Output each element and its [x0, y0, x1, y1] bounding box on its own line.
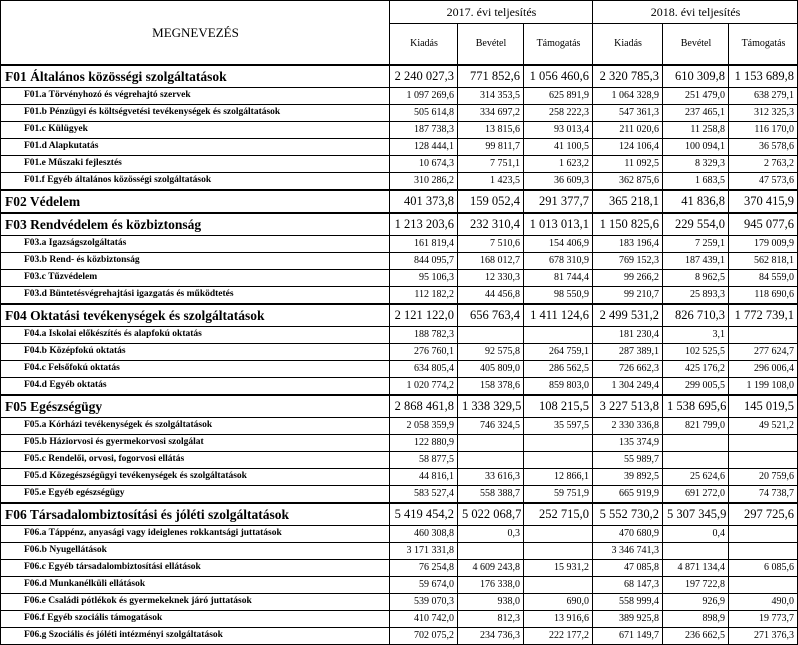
value-cell: 116 170,0 — [729, 122, 798, 139]
category-row — [1, 190, 798, 213]
value-cell — [729, 452, 798, 469]
value-cell: 1 338 329,5 — [458, 395, 524, 418]
subcategory-row — [1, 236, 798, 253]
value-cell: 405 809,0 — [458, 361, 524, 378]
row-label: F04.d Egyéb oktatás — [1, 378, 390, 396]
value-cell: 108 215,5 — [524, 395, 593, 418]
subcategory-row — [1, 105, 798, 122]
value-cell: 251 479,0 — [663, 88, 729, 105]
value-cell: 297 725,6 — [729, 503, 798, 526]
value-cell: 702 075,2 — [390, 628, 458, 645]
value-cell: 74 738,7 — [729, 486, 798, 504]
value-cell: 68 147,3 — [593, 577, 663, 594]
value-cell: 99 210,7 — [593, 287, 663, 305]
value-cell: 39 892,5 — [593, 469, 663, 486]
value-cell: 222 177,2 — [524, 628, 593, 645]
subcategory-row — [1, 139, 798, 156]
value-cell: 821 799,0 — [663, 418, 729, 435]
subcategory-row — [1, 469, 798, 486]
row-label: F01.a Törvényhozó és végrehajtó szervek — [1, 88, 390, 105]
value-cell: 76 254,8 — [390, 560, 458, 577]
value-cell: 8 962,5 — [663, 270, 729, 287]
category-row — [1, 213, 798, 236]
row-label: F02 Védelem — [1, 190, 390, 213]
row-label: F05 Egészségügy — [1, 395, 390, 418]
value-cell: 92 575,8 — [458, 344, 524, 361]
value-cell: 926,9 — [663, 594, 729, 611]
value-cell: 671 149,7 — [593, 628, 663, 645]
value-cell: 634 805,4 — [390, 361, 458, 378]
subcategory-row — [1, 122, 798, 139]
value-cell: 159 052,4 — [458, 190, 524, 213]
value-cell — [524, 577, 593, 594]
value-cell: 277 624,7 — [729, 344, 798, 361]
value-cell: 6 085,6 — [729, 560, 798, 577]
row-label: F03 Rendvédelem és közbiztonság — [1, 213, 390, 236]
value-cell: 610 309,8 — [663, 65, 729, 88]
row-label: F06.d Munkanélküli ellátások — [1, 577, 390, 594]
col-header-kiadas-2018: Kiadás — [593, 24, 663, 66]
subcategory-row — [1, 577, 798, 594]
value-cell: 12 330,3 — [458, 270, 524, 287]
value-cell: 312 325,3 — [729, 105, 798, 122]
col-header-bevetel-2017: Bevétel — [458, 24, 524, 66]
value-cell: 410 742,0 — [390, 611, 458, 628]
value-cell: 8 329,3 — [663, 156, 729, 173]
value-cell: 124 106,4 — [593, 139, 663, 156]
value-cell: 58 877,5 — [390, 452, 458, 469]
value-cell: 2 330 336,8 — [593, 418, 663, 435]
value-cell: 287 389,1 — [593, 344, 663, 361]
subcategory-row — [1, 543, 798, 560]
value-cell: 211 020,6 — [593, 122, 663, 139]
value-cell: 99 266,2 — [593, 270, 663, 287]
value-cell: 5 552 730,2 — [593, 503, 663, 526]
value-cell — [729, 543, 798, 560]
value-cell: 769 152,3 — [593, 253, 663, 270]
value-cell: 187 439,1 — [663, 253, 729, 270]
row-label: F05.e Egyéb egészségügy — [1, 486, 390, 504]
subcategory-row — [1, 435, 798, 452]
value-cell: 188 782,3 — [390, 327, 458, 344]
subcategory-row — [1, 611, 798, 628]
value-cell: 334 697,2 — [458, 105, 524, 122]
value-cell: 276 760,1 — [390, 344, 458, 361]
value-cell: 365 218,1 — [593, 190, 663, 213]
subcategory-row — [1, 253, 798, 270]
value-cell: 197 722,8 — [663, 577, 729, 594]
value-cell: 3 227 513,8 — [593, 395, 663, 418]
subcategory-row — [1, 88, 798, 105]
value-cell: 0,3 — [458, 526, 524, 543]
subcategory-row — [1, 156, 798, 173]
value-cell: 176 338,0 — [458, 577, 524, 594]
value-cell: 13 916,6 — [524, 611, 593, 628]
value-cell: 1 213 203,6 — [390, 213, 458, 236]
value-cell: 7 510,6 — [458, 236, 524, 253]
value-cell: 859 803,0 — [524, 378, 593, 396]
value-cell: 2 240 027,3 — [390, 65, 458, 88]
value-cell: 35 597,5 — [524, 418, 593, 435]
value-cell — [663, 543, 729, 560]
row-label: F04.b Középfokú oktatás — [1, 344, 390, 361]
value-cell: 1 683,5 — [663, 173, 729, 191]
row-label: F04.c Felsőfokú oktatás — [1, 361, 390, 378]
value-cell: 102 525,5 — [663, 344, 729, 361]
value-cell: 158 378,6 — [458, 378, 524, 396]
value-cell: 36 609,3 — [524, 173, 593, 191]
value-cell — [524, 543, 593, 560]
row-label: F04 Oktatási tevékenységek és szolgáltatások — [1, 304, 390, 327]
row-label: F01.b Pénzügyi és költségvetési tevékenységek és szolgáltatások — [1, 105, 390, 122]
value-cell: 118 690,6 — [729, 287, 798, 305]
value-cell: 583 527,4 — [390, 486, 458, 504]
value-cell: 299 005,5 — [663, 378, 729, 396]
value-cell: 1 538 695,6 — [663, 395, 729, 418]
value-cell: 122 880,9 — [390, 435, 458, 452]
value-cell — [458, 435, 524, 452]
value-cell: 95 106,3 — [390, 270, 458, 287]
subcategory-row — [1, 560, 798, 577]
subcategory-row — [1, 628, 798, 645]
value-cell: 15 931,2 — [524, 560, 593, 577]
value-cell: 1 304 249,4 — [593, 378, 663, 396]
subcategory-row — [1, 594, 798, 611]
row-label: F03.b Rend- és közbiztonság — [1, 253, 390, 270]
row-label: F05.c Rendelői, orvosi, fogorvosi ellátás — [1, 452, 390, 469]
value-cell: 460 308,8 — [390, 526, 458, 543]
value-cell: 13 815,6 — [458, 122, 524, 139]
value-cell: 1 199 108,0 — [729, 378, 798, 396]
value-cell: 179 009,9 — [729, 236, 798, 253]
row-label: F01 Általános közösségi szolgáltatások — [1, 65, 390, 88]
col-header-kiadas-2017: Kiadás — [390, 24, 458, 66]
value-cell: 7 259,1 — [663, 236, 729, 253]
value-cell: 161 819,4 — [390, 236, 458, 253]
value-cell: 36 578,6 — [729, 139, 798, 156]
row-label: F06.a Táppénz, anyasági vagy ideiglenes rokkantsági juttatások — [1, 526, 390, 543]
value-cell: 678 310,9 — [524, 253, 593, 270]
year-2017-header: 2017. évi teljesítés — [390, 1, 593, 24]
value-cell: 1 020 774,2 — [390, 378, 458, 396]
value-cell: 5 022 068,7 — [458, 503, 524, 526]
value-cell: 98 550,9 — [524, 287, 593, 305]
value-cell: 47 573,6 — [729, 173, 798, 191]
value-cell — [458, 543, 524, 560]
row-label: F05.d Közegészségügyi tevékenységek és szolgáltatások — [1, 469, 390, 486]
col-header-tamogatas-2017: Támogatás — [524, 24, 593, 66]
subcategory-row — [1, 270, 798, 287]
value-cell: 2 763,2 — [729, 156, 798, 173]
row-label: F06.b Nyugellátások — [1, 543, 390, 560]
category-row — [1, 395, 798, 418]
value-cell: 370 415,9 — [729, 190, 798, 213]
value-cell — [663, 452, 729, 469]
value-cell: 59 674,0 — [390, 577, 458, 594]
value-cell: 19 773,7 — [729, 611, 798, 628]
name-column-header: MEGNEVEZÉS — [1, 1, 390, 66]
value-cell — [458, 452, 524, 469]
value-cell: 2 320 785,3 — [593, 65, 663, 88]
value-cell: 2 499 531,2 — [593, 304, 663, 327]
value-cell: 5 307 345,9 — [663, 503, 729, 526]
value-cell: 1 150 825,6 — [593, 213, 663, 236]
category-row — [1, 503, 798, 526]
value-cell: 401 373,8 — [390, 190, 458, 213]
row-label: F06 Társadalombiztosítási és jóléti szolgáltatások — [1, 503, 390, 526]
value-cell: 771 852,6 — [458, 65, 524, 88]
value-cell: 229 554,0 — [663, 213, 729, 236]
value-cell: 41 836,8 — [663, 190, 729, 213]
value-cell: 181 230,4 — [593, 327, 663, 344]
value-cell: 844 095,7 — [390, 253, 458, 270]
subcategory-row — [1, 344, 798, 361]
value-cell: 1 013 013,1 — [524, 213, 593, 236]
value-cell: 112 182,2 — [390, 287, 458, 305]
value-cell: 558 999,4 — [593, 594, 663, 611]
value-cell: 232 310,4 — [458, 213, 524, 236]
value-cell: 470 680,9 — [593, 526, 663, 543]
value-cell: 183 196,4 — [593, 236, 663, 253]
value-cell: 3 346 741,3 — [593, 543, 663, 560]
value-cell — [524, 526, 593, 543]
value-cell: 59 751,9 — [524, 486, 593, 504]
row-label: F06.g Szociális és jóléti intézményi szolgáltatások — [1, 628, 390, 645]
value-cell: 84 559,0 — [729, 270, 798, 287]
value-cell: 656 763,4 — [458, 304, 524, 327]
value-cell: 234 736,3 — [458, 628, 524, 645]
value-cell — [729, 435, 798, 452]
value-cell: 41 100,5 — [524, 139, 593, 156]
value-cell — [524, 452, 593, 469]
value-cell: 2 121 122,0 — [390, 304, 458, 327]
value-cell: 44 456,8 — [458, 287, 524, 305]
row-label: F01.c Külügyek — [1, 122, 390, 139]
row-label: F06.e Családi pótlékok és gyermekeknek járó juttatások — [1, 594, 390, 611]
value-cell: 665 919,9 — [593, 486, 663, 504]
value-cell: 93 013,4 — [524, 122, 593, 139]
subcategory-row — [1, 287, 798, 305]
value-cell: 264 759,1 — [524, 344, 593, 361]
value-cell: 1 097 269,6 — [390, 88, 458, 105]
budget-table-body — [1, 65, 798, 645]
subcategory-row — [1, 418, 798, 435]
value-cell: 44 816,1 — [390, 469, 458, 486]
value-cell — [524, 327, 593, 344]
value-cell — [524, 435, 593, 452]
value-cell: 4 871 134,4 — [663, 560, 729, 577]
value-cell: 271 376,3 — [729, 628, 798, 645]
value-cell — [729, 327, 798, 344]
row-label: F05.b Háziorvosi és gyermekorvosi szolgálat — [1, 435, 390, 452]
subcategory-row — [1, 361, 798, 378]
value-cell: 2 868 461,8 — [390, 395, 458, 418]
value-cell: 362 875,6 — [593, 173, 663, 191]
value-cell: 49 521,2 — [729, 418, 798, 435]
value-cell: 291 377,7 — [524, 190, 593, 213]
value-cell: 1 056 460,6 — [524, 65, 593, 88]
row-label: F01.e Műszaki fejlesztés — [1, 156, 390, 173]
value-cell: 252 715,0 — [524, 503, 593, 526]
col-header-tamogatas-2018: Támogatás — [729, 24, 798, 66]
value-cell: 236 662,5 — [663, 628, 729, 645]
value-cell: 1 064 328,9 — [593, 88, 663, 105]
value-cell: 12 866,1 — [524, 469, 593, 486]
value-cell: 100 094,1 — [663, 139, 729, 156]
row-label: F06.c Egyéb társadalombiztosítási ellátások — [1, 560, 390, 577]
value-cell: 154 406,9 — [524, 236, 593, 253]
value-cell: 33 616,3 — [458, 469, 524, 486]
value-cell: 1 623,2 — [524, 156, 593, 173]
value-cell: 812,3 — [458, 611, 524, 628]
value-cell: 258 222,3 — [524, 105, 593, 122]
value-cell: 490,0 — [729, 594, 798, 611]
value-cell: 505 614,8 — [390, 105, 458, 122]
value-cell: 47 085,8 — [593, 560, 663, 577]
value-cell: 5 419 454,2 — [390, 503, 458, 526]
value-cell: 945 077,6 — [729, 213, 798, 236]
row-label: F04.a Iskolai előkészítés és alapfokú oktatás — [1, 327, 390, 344]
value-cell: 296 006,4 — [729, 361, 798, 378]
subcategory-row — [1, 486, 798, 504]
value-cell: 20 759,6 — [729, 469, 798, 486]
row-label: F05.a Kórházi tevékenységek és szolgáltatások — [1, 418, 390, 435]
value-cell: 898,9 — [663, 611, 729, 628]
value-cell: 558 388,7 — [458, 486, 524, 504]
value-cell: 691 272,0 — [663, 486, 729, 504]
value-cell: 135 374,9 — [593, 435, 663, 452]
row-label: F03.a Igazságszolgáltatás — [1, 236, 390, 253]
value-cell: 746 324,5 — [458, 418, 524, 435]
row-label: F03.c Tűzvédelem — [1, 270, 390, 287]
value-cell: 2 058 359,9 — [390, 418, 458, 435]
value-cell: 1 153 689,8 — [729, 65, 798, 88]
value-cell — [663, 435, 729, 452]
row-label: F01.f Egyéb általános közösségi szolgáltatások — [1, 173, 390, 191]
value-cell — [729, 526, 798, 543]
value-cell — [458, 327, 524, 344]
header-row-years — [1, 1, 798, 24]
value-cell: 7 751,1 — [458, 156, 524, 173]
value-cell: 1 411 124,6 — [524, 304, 593, 327]
year-2018-header: 2018. évi teljesítés — [593, 1, 798, 24]
value-cell: 726 662,3 — [593, 361, 663, 378]
row-label: F01.d Alapkutatás — [1, 139, 390, 156]
row-label: F03.d Büntetésvégrehajtási igazgatás és működtetés — [1, 287, 390, 305]
value-cell: 145 019,5 — [729, 395, 798, 418]
value-cell: 310 286,2 — [390, 173, 458, 191]
subcategory-row — [1, 378, 798, 396]
value-cell: 3 171 331,8 — [390, 543, 458, 560]
value-cell: 11 092,5 — [593, 156, 663, 173]
subcategory-row — [1, 327, 798, 344]
value-cell: 539 070,3 — [390, 594, 458, 611]
value-cell: 237 465,1 — [663, 105, 729, 122]
value-cell: 286 562,5 — [524, 361, 593, 378]
value-cell: 99 811,7 — [458, 139, 524, 156]
value-cell: 81 744,4 — [524, 270, 593, 287]
value-cell: 638 279,1 — [729, 88, 798, 105]
value-cell: 55 989,7 — [593, 452, 663, 469]
value-cell: 690,0 — [524, 594, 593, 611]
value-cell: 3,1 — [663, 327, 729, 344]
value-cell — [729, 577, 798, 594]
value-cell: 25 624,6 — [663, 469, 729, 486]
value-cell: 314 353,5 — [458, 88, 524, 105]
value-cell: 547 361,3 — [593, 105, 663, 122]
value-cell: 168 012,7 — [458, 253, 524, 270]
row-label: F06.f Egyéb szociális támogatások — [1, 611, 390, 628]
value-cell: 562 818,1 — [729, 253, 798, 270]
col-header-bevetel-2018: Bevétel — [663, 24, 729, 66]
value-cell: 11 258,8 — [663, 122, 729, 139]
value-cell: 625 891,9 — [524, 88, 593, 105]
category-row — [1, 304, 798, 327]
value-cell: 389 925,8 — [593, 611, 663, 628]
value-cell: 0,4 — [663, 526, 729, 543]
value-cell: 4 609 243,8 — [458, 560, 524, 577]
category-row — [1, 65, 798, 88]
value-cell: 10 674,3 — [390, 156, 458, 173]
subcategory-row — [1, 526, 798, 543]
value-cell: 187 738,3 — [390, 122, 458, 139]
subcategory-row — [1, 173, 798, 191]
value-cell: 1 772 739,1 — [729, 304, 798, 327]
value-cell: 25 893,3 — [663, 287, 729, 305]
value-cell: 826 710,3 — [663, 304, 729, 327]
subcategory-row — [1, 452, 798, 469]
value-cell: 1 423,5 — [458, 173, 524, 191]
value-cell: 128 444,1 — [390, 139, 458, 156]
value-cell: 425 176,2 — [663, 361, 729, 378]
value-cell: 938,0 — [458, 594, 524, 611]
